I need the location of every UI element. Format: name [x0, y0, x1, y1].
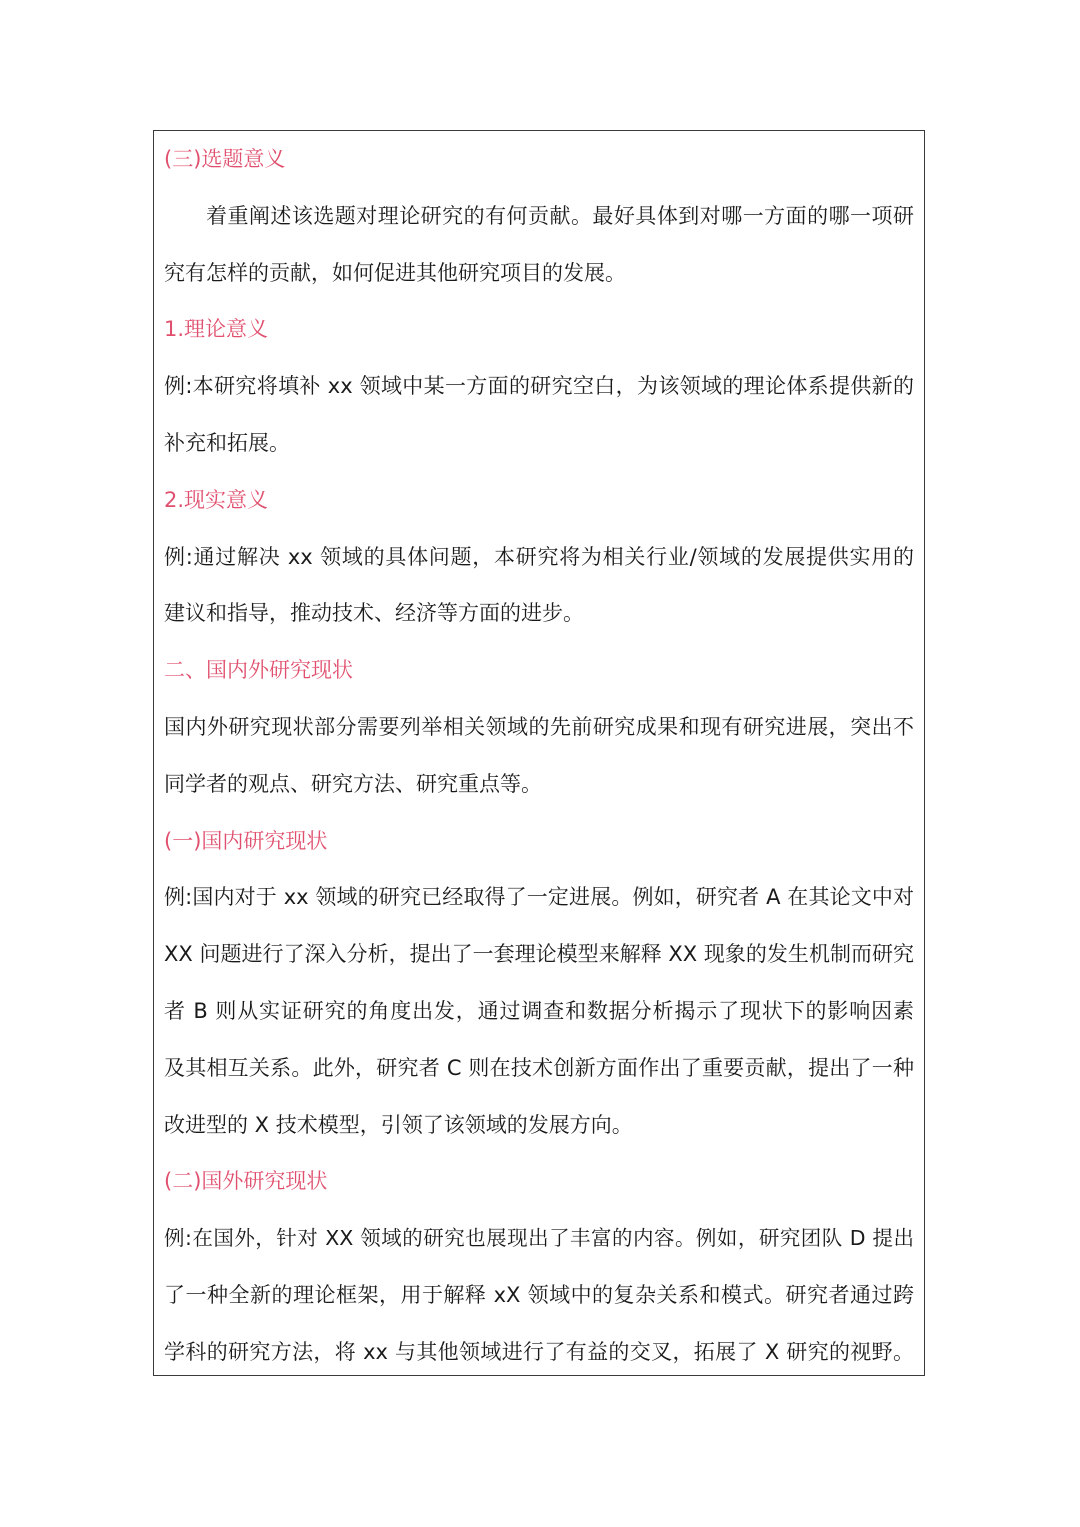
paragraph-line: 同学者的观点、研究方法、研究重点等。	[164, 771, 542, 796]
section-heading-domestic-status: (一)国内研究现状	[164, 828, 328, 853]
paragraph-line: 补充和拓展。	[164, 430, 290, 455]
document-table-cell	[153, 130, 925, 1376]
paragraph-line: XX 问题进行了深入分析，提出了一套理论模型来解释 XX 现象的发生机制而研究	[164, 942, 914, 967]
section-heading-research-status: 二、国内外研究现状	[164, 658, 353, 683]
paragraph-line: 者 B 则从实证研究的角度出发，通过调查和数据分析揭示了现状下的影响因素	[164, 998, 914, 1023]
paragraph-line: 建议和指导，推动技术、经济等方面的进步。	[164, 601, 584, 626]
section-heading-practical-significance: 2.现实意义	[164, 487, 269, 512]
paragraph-line: 着重阐述该选题对理论研究的有何贡献。最好具体到对哪一方面的哪一项研	[206, 203, 914, 228]
paragraph-line: 例:国内对于 xx 领域的研究已经取得了一定进展。例如，研究者 A 在其论文中对	[164, 885, 914, 910]
paragraph-line: 究有怎样的贡献，如何促进其他研究项目的发展。	[164, 260, 626, 285]
paragraph-line: 例:通过解决 xx 领域的具体问题，本研究将为相关行业/领域的发展提供实用的	[164, 544, 914, 569]
paragraph-line: 例:在国外，针对 XX 领域的研究也展现出了丰富的内容。例如，研究团队 D 提出	[164, 1226, 914, 1251]
section-heading-foreign-status: (二)国外研究现状	[164, 1169, 328, 1194]
paragraph-line: 学科的研究方法，将 xx 与其他领域进行了有益的交叉，拓展了 X 研究的视野。	[164, 1339, 914, 1364]
paragraph-line: 了一种全新的理论框架，用于解释 xX 领域中的复杂关系和模式。研究者通过跨	[164, 1282, 914, 1307]
paragraph-line: 改进型的 X 技术模型，引领了该领域的发展方向。	[164, 1112, 633, 1137]
paragraph-line: 例:本研究将填补 xx 领域中某一方面的研究空白，为该领域的理论体系提供新的	[164, 374, 914, 399]
section-heading-topic-significance: (三)选题意义	[164, 147, 286, 171]
paragraph-line: 及其相互关系。此外，研究者 C 则在技术创新方面作出了重要贡献，提出了一种	[164, 1055, 914, 1080]
paragraph-line: 国内外研究现状部分需要列举相关领域的先前研究成果和现有研究进展，突出不	[164, 714, 914, 739]
section-heading-theoretical-significance: 1.理论意义	[164, 317, 269, 342]
